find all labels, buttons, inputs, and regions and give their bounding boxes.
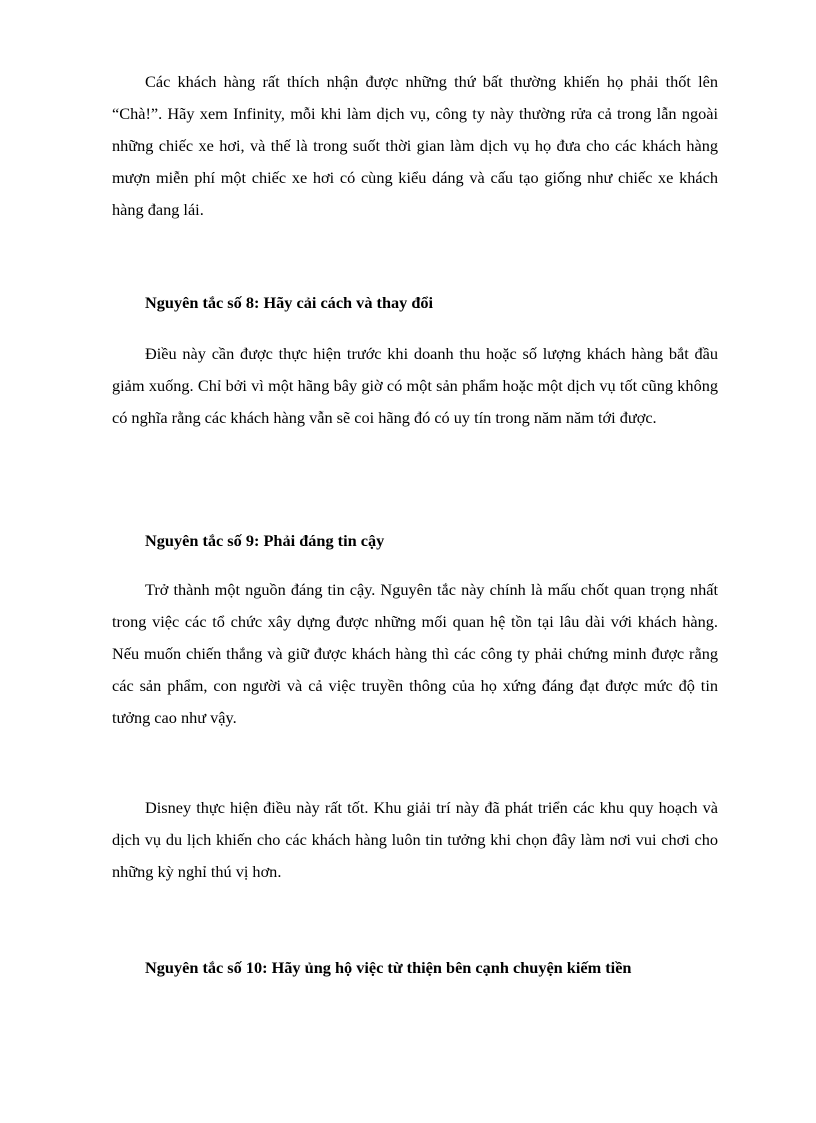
paragraph-trustworthy-source: Trở thành một nguồn đáng tin cậy. Nguyên tắc này chính là mấu chốt quan trọng nhất trong việc các tổ chức xây dựng được những mối quan hệ tồn tại lâu dài với khách hàng. Nếu muốn chiến thắng và giữ được khách hàng thì các công ty phải chứng minh được rằng các sản phẩm, con người và cả việc truyền thông của họ xứng đáng đạt được mức độ tin tưởng cao như vậy. (112, 580, 718, 727)
paragraph-customer-surprise: Các khách hàng rất thích nhận được những thứ bất thường khiến họ phải thốt lên “Chà!”. Hãy xem Infinity, mỗi khi làm dịch vụ, công ty này thường rửa cả trong lẫn ngoài những chiếc xe hơi, và thế là trong suốt thời gian làm dịch vụ họ đưa cho các khách hàng mượn miễn phí một chiếc xe hơi có cùng kiểu dáng và cấu tạo giống như chiếc xe khách hàng đang lái. (112, 72, 718, 219)
heading-principle-8: Nguyên tắc số 8: Hãy cải cách và thay đổi (145, 293, 434, 312)
heading-principle-9: Nguyên tắc số 9: Phải đáng tin cậy (145, 531, 385, 550)
heading-principle-10: Nguyên tắc số 10: Hãy ủng hộ việc từ thiện bên cạnh chuyện kiếm tiền (145, 958, 632, 977)
paragraph-disney-example: Disney thực hiện điều này rất tốt. Khu giải trí này đã phát triển các khu quy hoạch và dịch vụ du lịch khiến cho các khách hàng luôn tin tưởng khi chọn đây làm nơi vui chơi cho những kỳ nghỉ thú vị hơn. (112, 798, 718, 881)
paragraph-innovate-change: Điều này cần được thực hiện trước khi doanh thu hoặc số lượng khách hàng bắt đầu giảm xuống. Chỉ bởi vì một hãng bây giờ có một sản phẩm hoặc một dịch vụ tốt cũng không có nghĩa rằng các khách hàng vẫn sẽ coi hãng đó có uy tín trong năm năm tới được. (112, 344, 718, 427)
